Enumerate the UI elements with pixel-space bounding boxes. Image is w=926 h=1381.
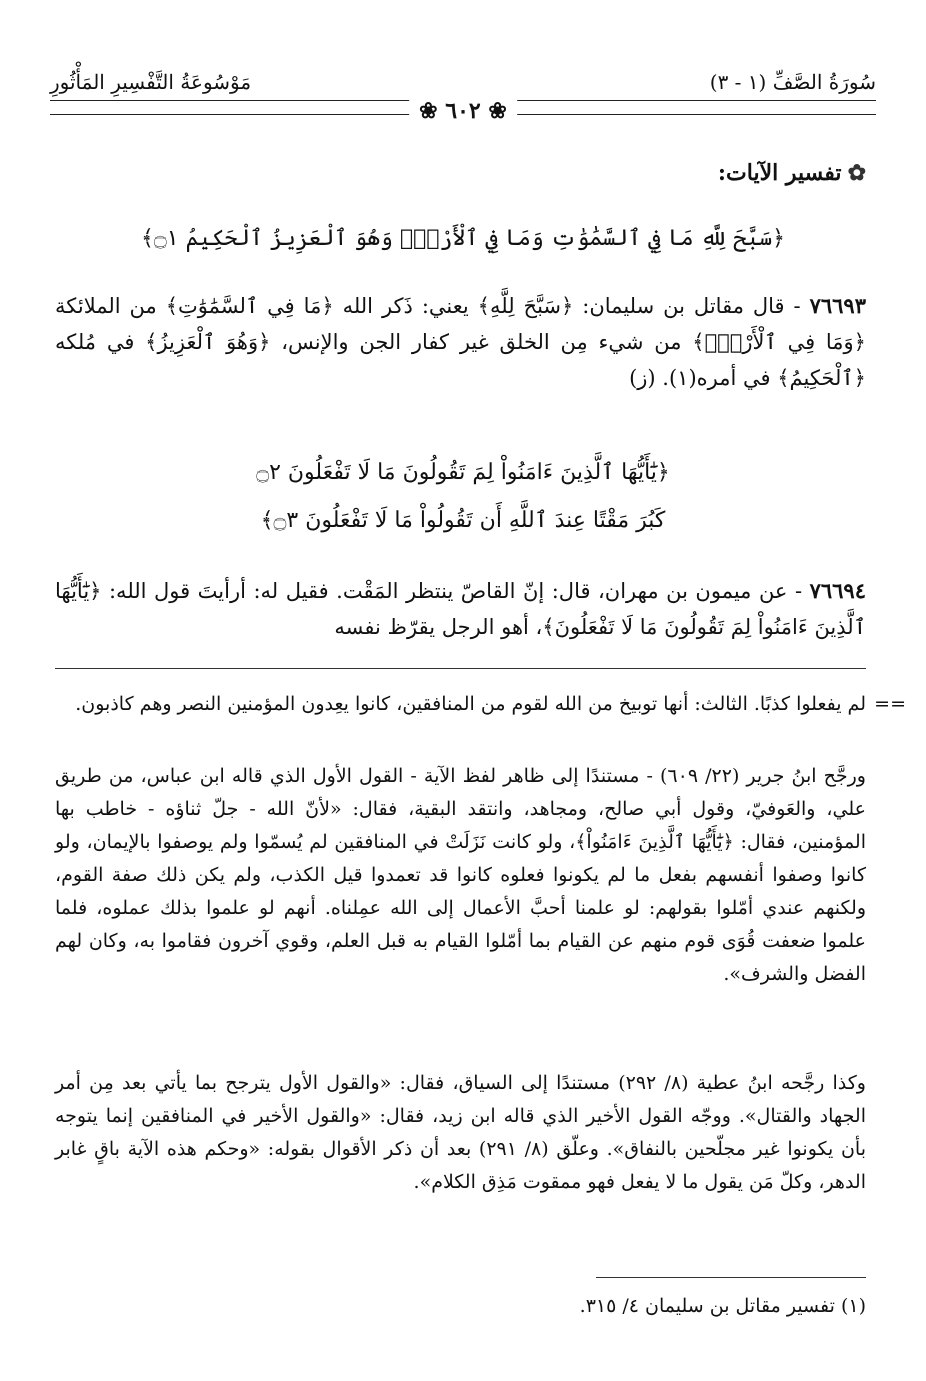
book-title-header: مَوْسُوعَةُ التَّفْسِيرِ المَأْثُورِ — [50, 70, 252, 94]
verse-2: ﴿يَٰٓأَيُّهَا ٱلَّذِينَ ءَامَنُواْ لِمَ تَقُولُونَ مَا لَا تَفْعَلُونَ ۝٢ — [256, 460, 670, 485]
narration-number: ٧٦٦٩٣ — [809, 293, 866, 318]
page-number — [409, 98, 517, 124]
section-title — [718, 160, 866, 186]
verse-3: كَبُرَ مَقْتًا عِندَ ٱللَّهِ أَن تَقُولُواْ مَا لَا تَفْعَلُونَ ۝٣﴾ — [260, 508, 666, 533]
narration-text: - قال مقاتل بن سليمان: ﴿سَبَّحَ لِلَّهِ﴾ يعني: ذَكر الله ﴿مَا فِي ٱلسَّمَٰوَٰتِ﴾ من الملائكة ﴿وَمَا فِي ٱلْأَرْضِۖ﴾ من شيء مِن الخلق غير كفار الجن والإنس، ﴿وَهُوَ ٱلْعَزِيزُ﴾ في مُلكه ﴿ٱلْحَكِيمُ﴾ في أمره(١). (ز) — [55, 294, 866, 390]
verse-1: ﴿سَبَّحَ لِلَّهِ مَا فِي ٱلسَّمَٰوَٰتِ وَمَا فِي ٱلْأَرْضِۖ وَهُوَ ٱلْعَزِيزُ ٱلْحَكِيمُ ۝١﴾ — [141, 226, 785, 251]
page-number-ornament-left: ❀ — [419, 98, 446, 124]
narration-text: - عن ميمون بن مهران، قال: إنّ القاصّ ينتظر المَقْت. فقيل له: أرأيتَ قول الله: ﴿يَٰٓأَيُّهَا ٱلَّذِينَ ءَامَنُواْ لِمَ تَقُولُونَ مَا لَا تَفْعَلُونَ﴾، أهو الرجل يقرّظ نفسه — [55, 579, 866, 639]
continuation-marker: == — [874, 693, 906, 715]
section-title-text: تفسير الآيات: — [717, 160, 842, 186]
footnote-1: (١) تفسير مقاتل بن سليمان ٤/ ٣١٥. — [579, 1295, 866, 1317]
surah-header: سُورَةُ الصَّفِّ (١ - ٣) — [709, 70, 876, 94]
note-continuation — [55, 688, 906, 721]
flower-icon: ✿ — [847, 160, 866, 186]
footnote-separator — [596, 1277, 866, 1278]
narration-number: ٧٦٦٩٤ — [809, 578, 866, 603]
page-number-text: ٦٠٢ — [445, 98, 481, 124]
note-text: لم يفعلوا كذبًا. الثالث: أنها توبيخ من الله لقوم من المنافقين، كانوا يعِدون المؤمنين النصر وهم كاذبون. — [75, 693, 866, 715]
note-ibn-atiyya: وكذا رجَّحه ابنُ عطية (٨/ ٢٩٢) مستندًا إلى السياق، فقال: «والقول الأول يترجح بما يأتي بعد مِن أمر الجهاد والقتال». ووجّه القول الأخير الذي قاله ابن زيد، فقال: «والقول الأخير في المنافقين إنما يتوجه بأن يكونوا غير مجلّحين بالنفاق». وعلّق (٨/ ٢٩١) بعد أن ذكر الأقوال بقوله: «وحكم هذه الآية باقٍ غابر الدهر، وكلّ مَن يقول ما لا يفعل فهو ممقوت مَذِق الكلام». — [55, 1072, 866, 1193]
note-ibn-jarir: ورجَّح ابنُ جرير (٢٢/ ٦٠٩) - مستندًا إلى ظاهر لفظ الآية - القول الأول الذي قاله ابن عباس، من طريق علي، والعَوفيّ، وقول أبي صالح، ومجاهد، وانتقد البقية، فقال: «لأنّ الله - جلّ ثناؤه - خاطب بها المؤمنين، فقال: ﴿يَٰٓأَيُّهَا ٱلَّذِينَ ءَامَنُواْ﴾، ولو كانت نَزَلَتْ في المنافقين لم يُسمّوا ولم يوصفوا بالإيمان، ولو كانوا وصفوا أنفسهم بفعل ما لم يكونوا فعلوه كانوا قد تعمدوا قيل الكذب، ولم يكن ذلك صفة القوم، ولكنهم عندي أمّلوا بقولهم: لو علمنا أحبَّ الأعمال إلى الله عمِلناه. أنهم لو علموا بذلك عملوه، فلما علموا ضعفت قُوَى قوم منهم عن القيام بما أمّلوا القيام به قبل العلم، وقوي آخرون فقاموا به، وكان لهم الفضل والشرف». — [55, 765, 866, 985]
narration-76694 — [55, 573, 866, 645]
notes-separator — [55, 668, 866, 669]
narration-76693 — [55, 288, 866, 396]
page-number-ornament-right: ❀ — [480, 98, 507, 124]
